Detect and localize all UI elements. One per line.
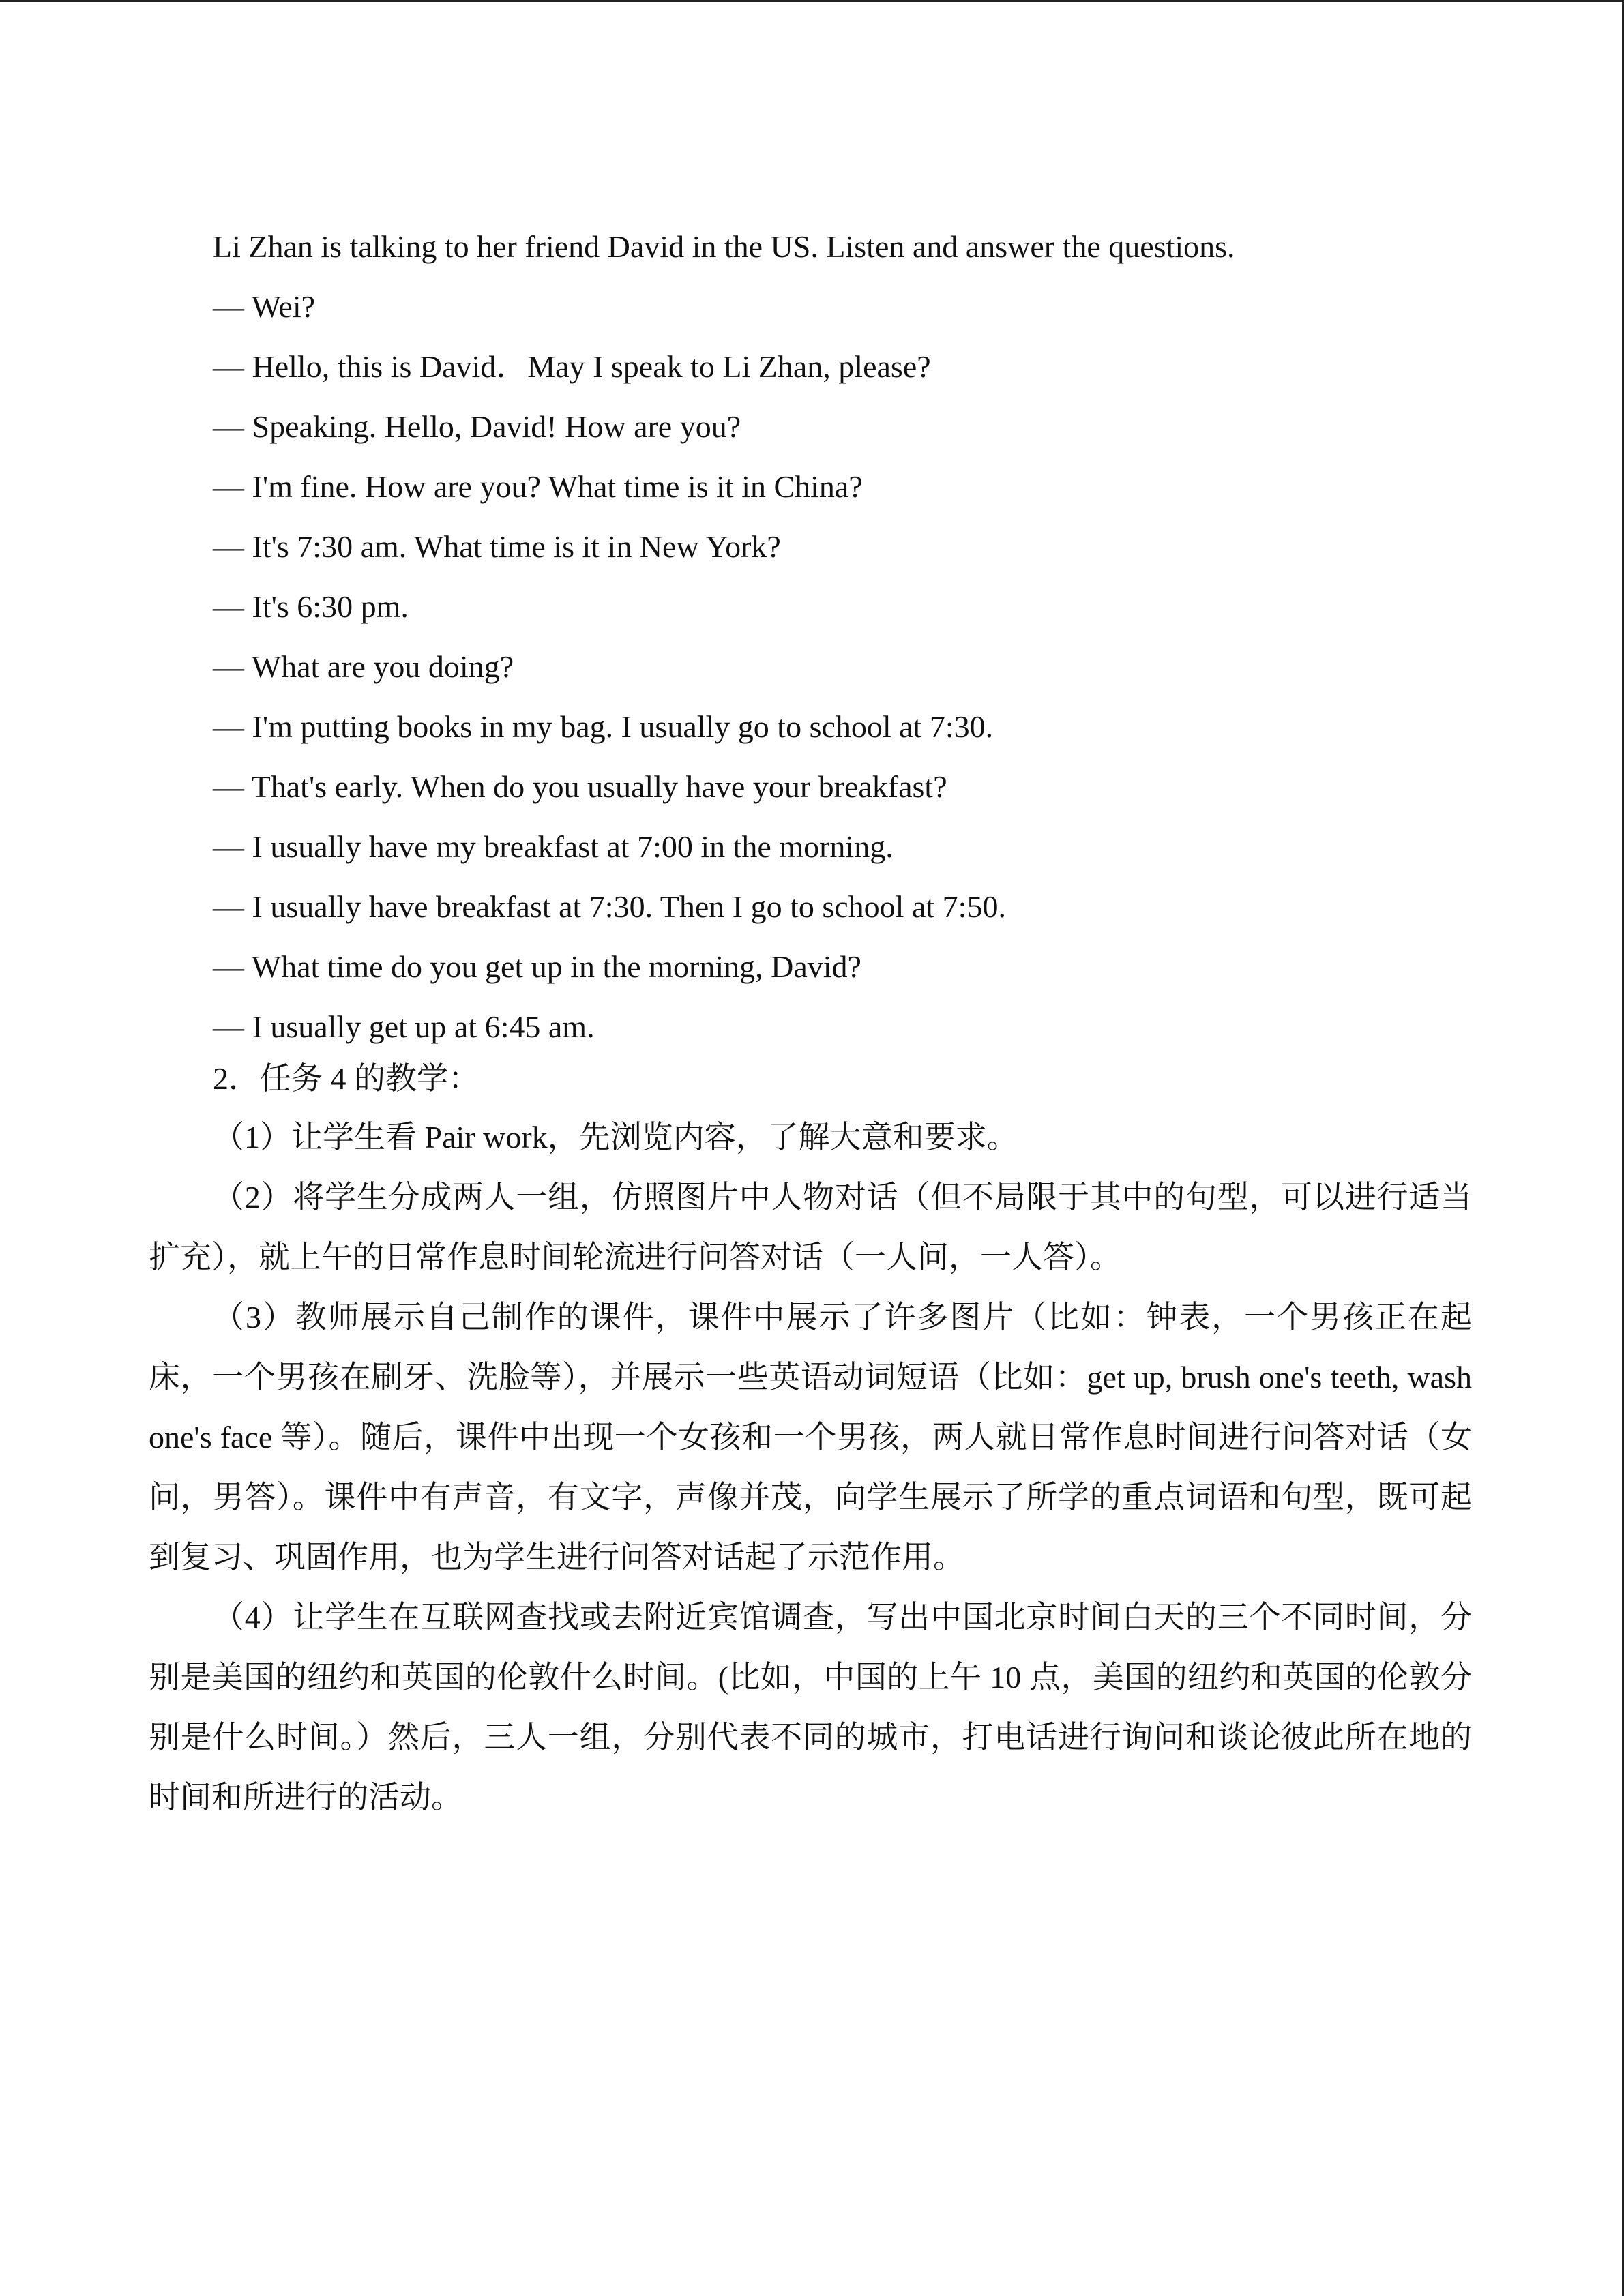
task4-heading: 2．任务 4 的教学： <box>213 1061 479 1096</box>
dialogue-line: — Wei? <box>213 289 316 324</box>
dialogue-line: — I usually get up at 6:45 am. <box>213 1009 595 1044</box>
dialogue-line: — I'm putting books in my bag. I usually go to school at 7:30. <box>213 709 994 744</box>
dialogue-line: — That's early. When do you usually have your breakfast? <box>213 769 947 804</box>
dialogue-line: — It's 6:30 pm. <box>213 589 409 624</box>
dialogue-intro: Li Zhan is talking to her friend David in the US. Listen and answer the questions. <box>213 229 1235 264</box>
task4-step-1: （1）让学生看 Pair work，先浏览内容，了解大意和要求。 <box>213 1120 1018 1154</box>
dialogue-block <box>213 217 1481 1057</box>
dialogue-line: — Speaking. Hello, David! How are you? <box>213 409 741 444</box>
dialogue-line: — What time do you get up in the morning, David? <box>213 949 861 984</box>
task4-step-2: （2）将学生分成两人一组，仿照图片中人物对话（但不局限于其中的句型，可以进行适当扩充），就上午的日常作息时间轮流进行问答对话（一人问，一人答）。 <box>149 1180 1472 1274</box>
dialogue-line: — Hello, this is David．May I speak to Li Zhan, please? <box>213 349 931 384</box>
task4-step-3: （3）教师展示自己制作的课件，课件中展示了许多图片（比如：钟表，一个男孩正在起床，一个男孩在刷牙、洗脸等），并展示一些英语动词短语（比如：get up, brush one's teeth, wash one's face 等）。随后，课件中出现一个女孩和一个男孩，两人就日常作息时间进行问答对话（女问，男答）。课件中有声音，有文字，声像并茂，向学生展示了所学的重点词语和句型，既可起到复习、巩固作用，也为学生进行问答对话起了示范作用。 <box>149 1300 1472 1575</box>
task4-step-4: （4）让学生在互联网查找或去附近宾馆调查，写出中国北京时间白天的三个不同时间，分别是美国的纽约和英国的伦敦什么时间。(比如，中国的上午 10 点，美国的纽约和英国的伦敦分别是什么时间。）然后，三人一组，分别代表不同的城市，打电话进行询问和谈论彼此所在地的时间和所进行的活动。 <box>149 1600 1472 1815</box>
dialogue-line: — I usually have my breakfast at 7:00 in the morning. <box>213 829 894 864</box>
dialogue-line: — I usually have breakfast at 7:30. Then I go to school at 7:50. <box>213 889 1006 924</box>
dialogue-line: — I'm fine. How are you? What time is it in China? <box>213 469 863 504</box>
dialogue-line: — What are you doing? <box>213 649 514 684</box>
dialogue-line: — It's 7:30 am. What time is it in New York? <box>213 529 781 564</box>
